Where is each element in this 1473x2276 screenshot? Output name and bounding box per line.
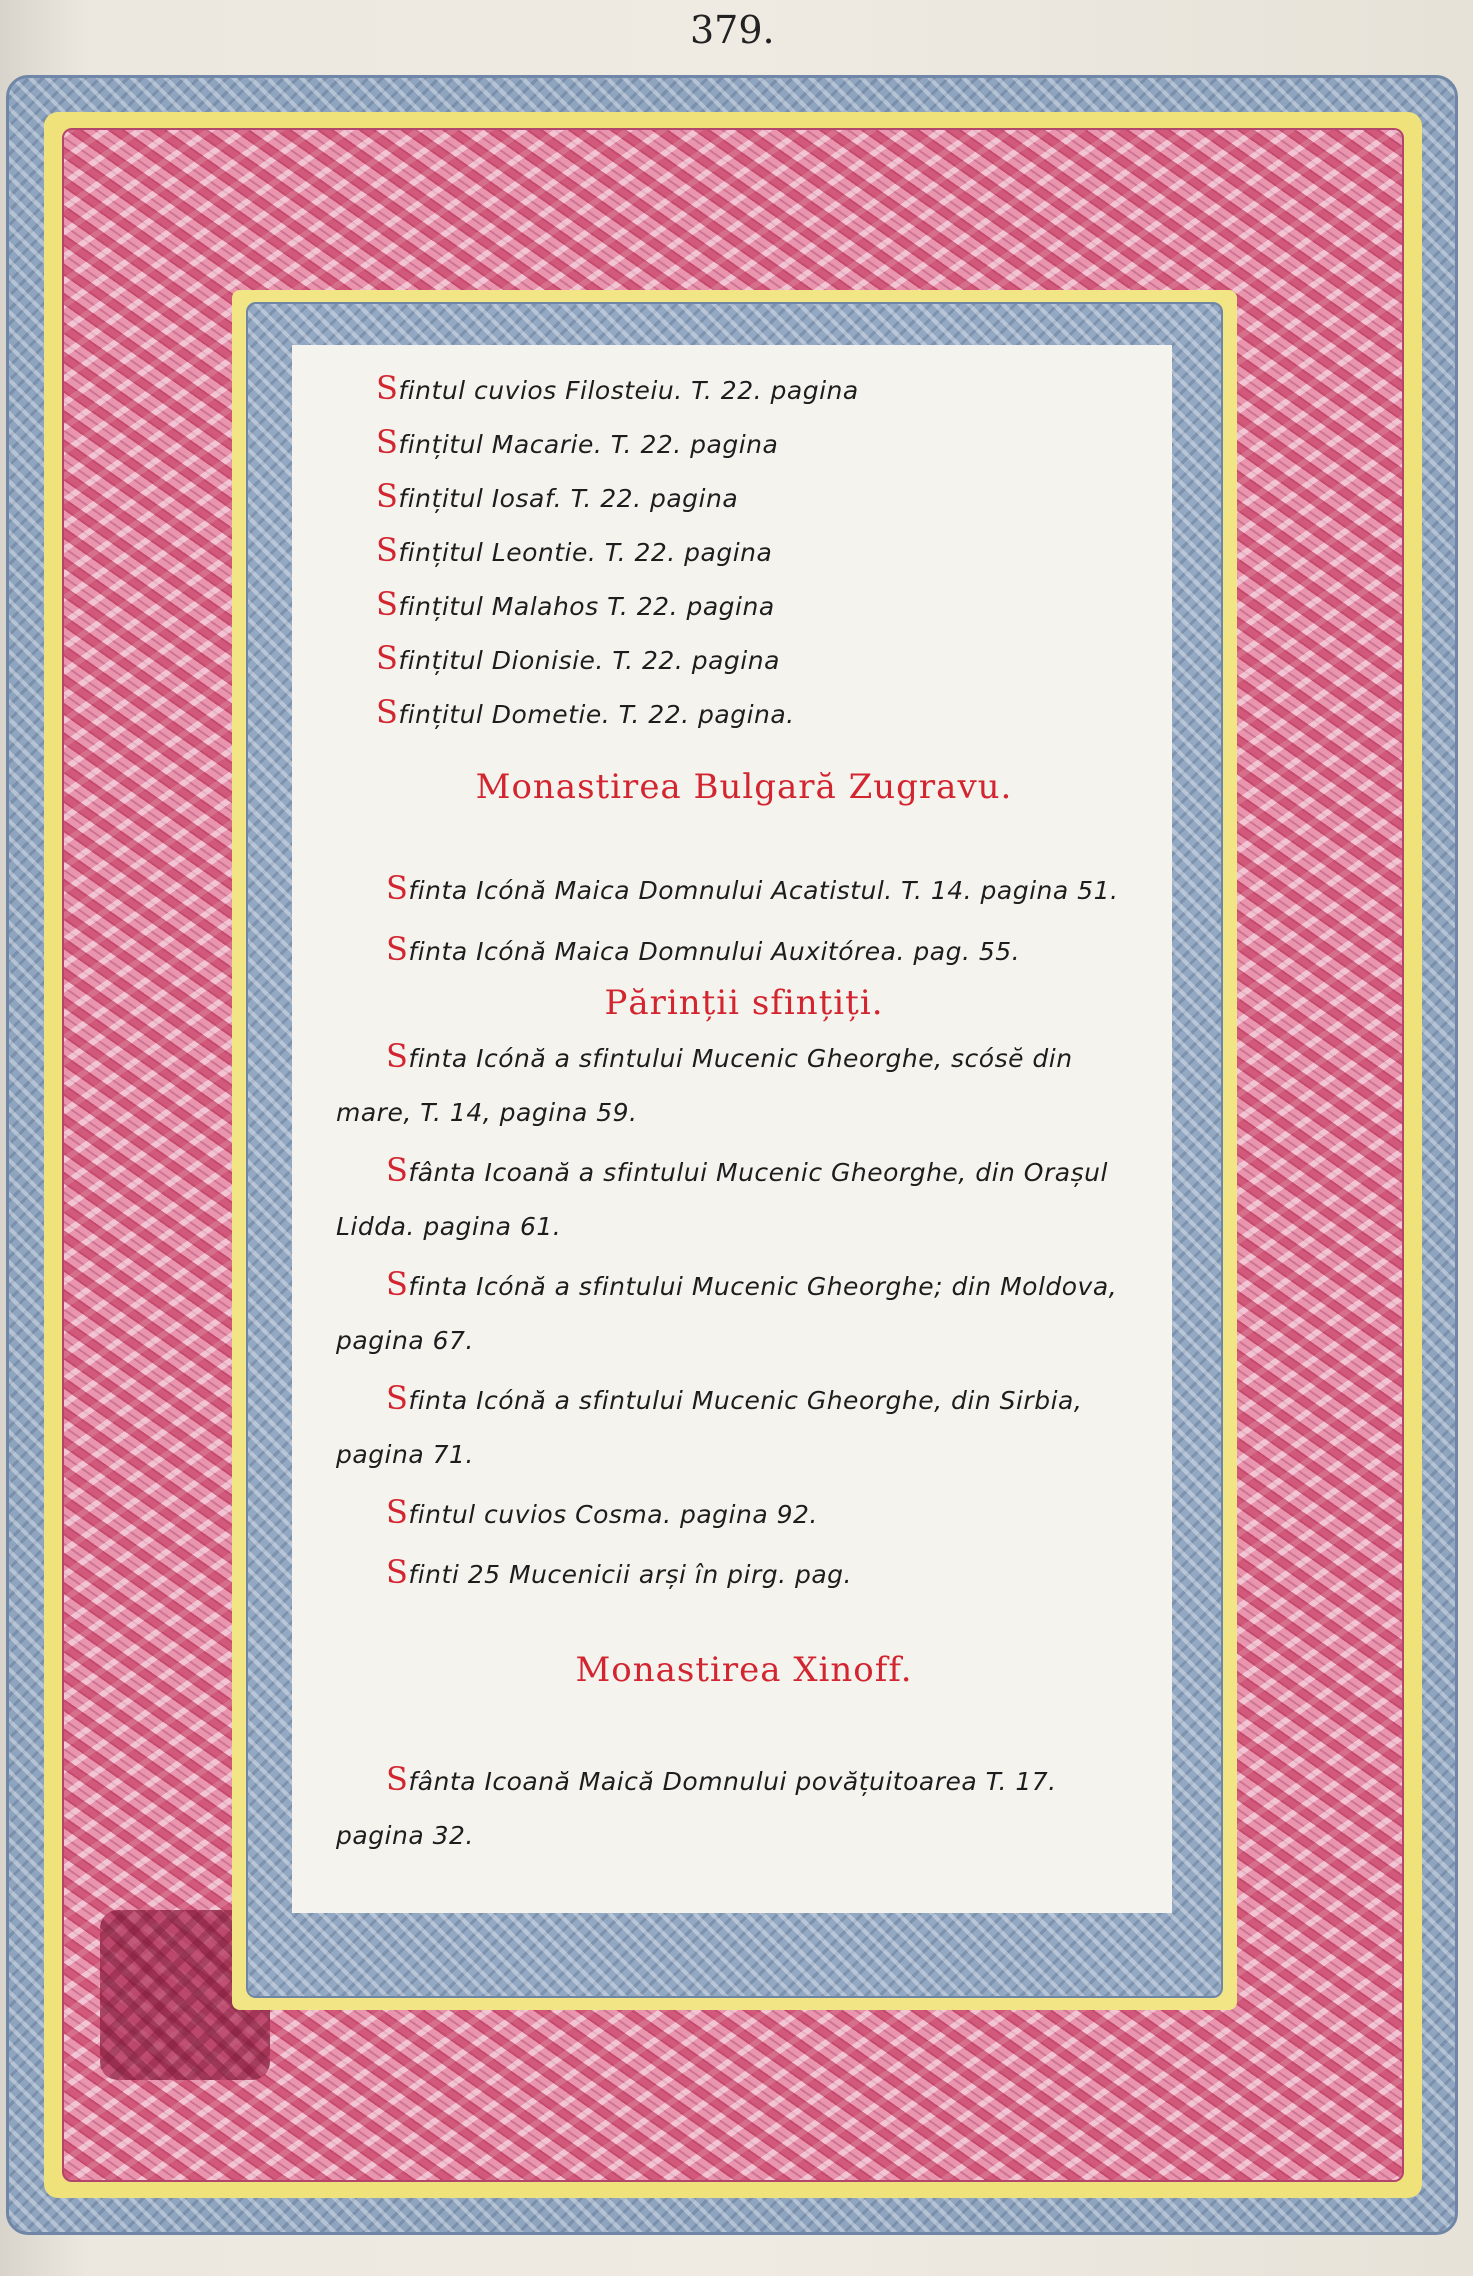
icons-list: [336, 861, 1152, 979]
entry-text: fânta Icoană a sfintului Mucenic Gheorghe, din Orașul Lidda. pagina 61.: [336, 1158, 1108, 1241]
entry-text: finta Icónă a sfintului Mucenic Gheorghe, din Sirbia, pagina 71.: [336, 1386, 1083, 1469]
red-initial: S: [376, 477, 399, 515]
entry-text: finta Icónă Maica Domnului Acatistul. T. 14. pagina 51.: [408, 876, 1119, 905]
red-initial: S: [386, 1553, 409, 1591]
entry-text: finti 25 Mucenicii arși în pirg. pag.: [408, 1560, 852, 1589]
red-initial: S: [376, 531, 399, 569]
list-item: [376, 369, 1152, 423]
list-item: [336, 1752, 1152, 1863]
xinoff-list: [336, 1752, 1152, 1863]
section-heading-parintii-sfintiti: Părinții sfințiți.: [604, 983, 884, 1023]
entry-text: finta Icónă a sfintului Mucenic Gheorghe; din Moldova, pagina 67.: [336, 1272, 1118, 1355]
red-initial: S: [386, 930, 409, 968]
entry-text: fințitul Leontie. T. 22. pagina: [398, 538, 773, 567]
red-initial: S: [386, 1760, 409, 1798]
list-item: [376, 477, 1152, 531]
list-item: [336, 1371, 1152, 1482]
red-initial: S: [376, 693, 399, 731]
list-item: [376, 693, 1152, 747]
list-item: [376, 423, 1152, 477]
entry-text: fințitul Macarie. T. 22. pagina: [398, 430, 779, 459]
red-initial: S: [386, 1379, 409, 1417]
red-initial: S: [386, 1037, 409, 1075]
entry-text: finta Icónă a sfintului Mucenic Gheorghe, scósĕ din mare, T. 14, pagina 59.: [336, 1044, 1073, 1127]
list-item: [336, 861, 1152, 918]
red-initial: S: [386, 869, 409, 907]
list-item: [376, 585, 1152, 639]
section-heading-xinoff: Monastirea Xinoff.: [575, 1650, 913, 1690]
entry-text: fințitul Malahos T. 22. pagina: [398, 592, 775, 621]
saint-george-icons-list: [336, 1029, 1152, 1602]
list-item: [376, 639, 1152, 693]
red-initial: S: [386, 1493, 409, 1531]
entry-text: fintul cuvios Cosma. pagina 92.: [408, 1500, 818, 1529]
entry-text: fânta Icoană Maică Domnului povățuitoarea T. 17. pagina 32.: [336, 1767, 1057, 1850]
text-panel: [292, 345, 1172, 1913]
red-initial: S: [376, 369, 399, 407]
entry-text: fințitul Iosaf. T. 22. pagina: [398, 484, 739, 513]
red-initial: S: [386, 1151, 409, 1189]
saints-list: [336, 369, 1152, 747]
red-initial: S: [376, 585, 399, 623]
list-item: [336, 1485, 1152, 1542]
entry-text: fintul cuvios Filosteiu. T. 22. pagina: [398, 376, 859, 405]
list-item: [376, 531, 1152, 585]
page-number: 379.: [690, 8, 775, 52]
entry-text: fințitul Dionisie. T. 22. pagina: [398, 646, 780, 675]
section-heading-bulgara-zugravu: Monastirea Bulgară Zugravu.: [475, 767, 1013, 807]
list-item: [336, 1545, 1152, 1602]
entry-text: fințitul Dometie. T. 22. pagina.: [398, 700, 795, 729]
red-initial: S: [376, 639, 399, 677]
entry-text: finta Icónă Maica Domnului Auxitórea. pag. 55.: [408, 937, 1021, 966]
red-initial: S: [376, 423, 399, 461]
list-item: [336, 922, 1152, 979]
list-item: [336, 1029, 1152, 1140]
list-item: [336, 1257, 1152, 1368]
red-initial: S: [386, 1265, 409, 1303]
list-item: [336, 1143, 1152, 1254]
